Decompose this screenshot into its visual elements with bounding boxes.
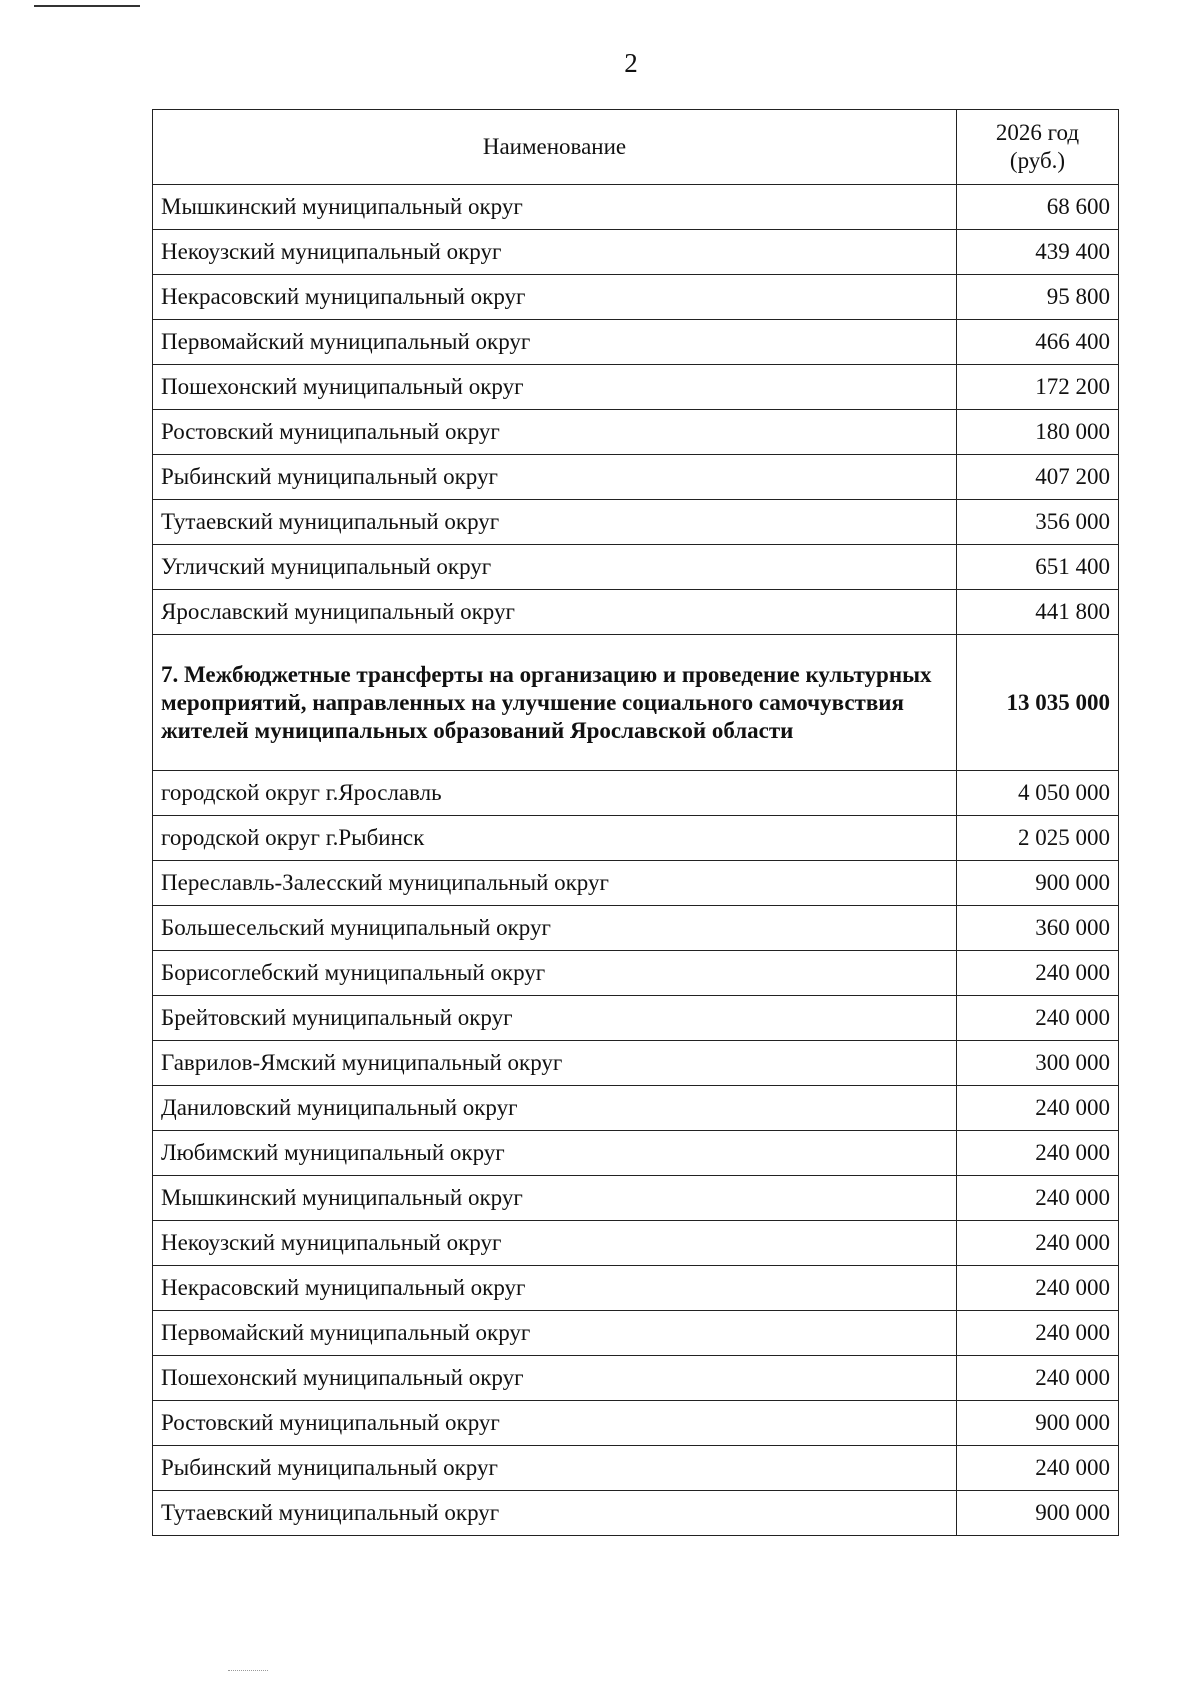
row-amount: 439 400	[957, 230, 1119, 275]
row-amount: 900 000	[957, 1491, 1119, 1536]
budget-table	[152, 109, 1119, 1536]
row-amount: 441 800	[957, 590, 1119, 635]
table-row	[153, 861, 1119, 906]
table-row	[153, 545, 1119, 590]
row-name: Мышкинский муниципальный округ	[153, 1176, 957, 1221]
table-row	[153, 1041, 1119, 1086]
table-body	[153, 185, 1119, 1536]
row-amount: 240 000	[957, 1221, 1119, 1266]
row-name: Любимский муниципальный округ	[153, 1131, 957, 1176]
row-name: Борисоглебский муниципальный округ	[153, 951, 957, 996]
top-rule	[34, 5, 140, 7]
row-amount: 360 000	[957, 906, 1119, 951]
row-amount: 240 000	[957, 1131, 1119, 1176]
row-name: Рыбинский муниципальный округ	[153, 1446, 957, 1491]
table-row	[153, 365, 1119, 410]
row-amount: 180 000	[957, 410, 1119, 455]
row-amount: 240 000	[957, 1086, 1119, 1131]
table-row	[153, 1356, 1119, 1401]
row-amount: 240 000	[957, 951, 1119, 996]
row-name: Некрасовский муниципальный округ	[153, 275, 957, 320]
row-name: Пошехонский муниципальный округ	[153, 365, 957, 410]
row-amount: 300 000	[957, 1041, 1119, 1086]
row-amount: 172 200	[957, 365, 1119, 410]
row-amount: 900 000	[957, 1401, 1119, 1446]
row-name: городской округ г.Рыбинск	[153, 816, 957, 861]
row-name: Пошехонский муниципальный округ	[153, 1356, 957, 1401]
table-row	[153, 1311, 1119, 1356]
table-row	[153, 1221, 1119, 1266]
section-amount: 13 035 000	[957, 635, 1119, 771]
table-row	[153, 951, 1119, 996]
table-row	[153, 816, 1119, 861]
table-row	[153, 996, 1119, 1041]
row-name: Некоузский муниципальный округ	[153, 1221, 957, 1266]
table-row	[153, 1266, 1119, 1311]
column-header-name: Наименование	[153, 110, 957, 185]
page-number: 2	[624, 48, 638, 78]
table-row	[153, 320, 1119, 365]
row-name: Брейтовский муниципальный округ	[153, 996, 957, 1041]
row-name: Некоузский муниципальный округ	[153, 230, 957, 275]
table-row	[153, 185, 1119, 230]
row-amount: 240 000	[957, 1176, 1119, 1221]
row-name: Ростовский муниципальный округ	[153, 410, 957, 455]
table-row	[153, 906, 1119, 951]
row-name: Ростовский муниципальный округ	[153, 1401, 957, 1446]
row-name: Даниловский муниципальный округ	[153, 1086, 957, 1131]
table-row	[153, 1176, 1119, 1221]
row-amount: 240 000	[957, 1446, 1119, 1491]
row-amount: 240 000	[957, 1311, 1119, 1356]
column-header-amount: 2026 год (руб.)	[957, 110, 1119, 185]
table-row	[153, 230, 1119, 275]
table-row	[153, 590, 1119, 635]
row-amount: 240 000	[957, 996, 1119, 1041]
row-amount: 68 600	[957, 185, 1119, 230]
row-amount: 95 800	[957, 275, 1119, 320]
row-name: Большесельский муниципальный округ	[153, 906, 957, 951]
row-amount: 240 000	[957, 1266, 1119, 1311]
table-row	[153, 455, 1119, 500]
row-name: Тутаевский муниципальный округ	[153, 1491, 957, 1536]
table-row	[153, 500, 1119, 545]
table-row	[153, 1446, 1119, 1491]
row-name: Рыбинский муниципальный округ	[153, 455, 957, 500]
row-name: Ярославский муниципальный округ	[153, 590, 957, 635]
table-row	[153, 771, 1119, 816]
table-row	[153, 1131, 1119, 1176]
table-row	[153, 1491, 1119, 1536]
row-name: Мышкинский муниципальный округ	[153, 185, 957, 230]
row-amount: 651 400	[957, 545, 1119, 590]
row-name: городской округ г.Ярославль	[153, 771, 957, 816]
row-name: Первомайский муниципальный округ	[153, 1311, 957, 1356]
row-name: Первомайский муниципальный округ	[153, 320, 957, 365]
row-amount: 900 000	[957, 861, 1119, 906]
row-name: Угличский муниципальный округ	[153, 545, 957, 590]
row-amount: 4 050 000	[957, 771, 1119, 816]
row-name: Гаврилов-Ямский муниципальный округ	[153, 1041, 957, 1086]
row-amount: 240 000	[957, 1356, 1119, 1401]
row-amount: 466 400	[957, 320, 1119, 365]
row-amount: 407 200	[957, 455, 1119, 500]
section-row	[153, 635, 1119, 771]
row-name: Тутаевский муниципальный округ	[153, 500, 957, 545]
table-row	[153, 1401, 1119, 1446]
table-header-row	[153, 110, 1119, 185]
row-name: Некрасовский муниципальный округ	[153, 1266, 957, 1311]
section-title: 7. Межбюджетные трансферты на организацию и проведение культурных мероприятий, направленных на улучшение социального самочувствия жителей муниципальных образований Ярославской области	[153, 635, 957, 771]
scan-artifact	[228, 1670, 268, 1672]
table-row	[153, 1086, 1119, 1131]
row-amount: 356 000	[957, 500, 1119, 545]
row-amount: 2 025 000	[957, 816, 1119, 861]
table-row	[153, 410, 1119, 455]
table-row	[153, 275, 1119, 320]
row-name: Переславль-Залесский муниципальный округ	[153, 861, 957, 906]
